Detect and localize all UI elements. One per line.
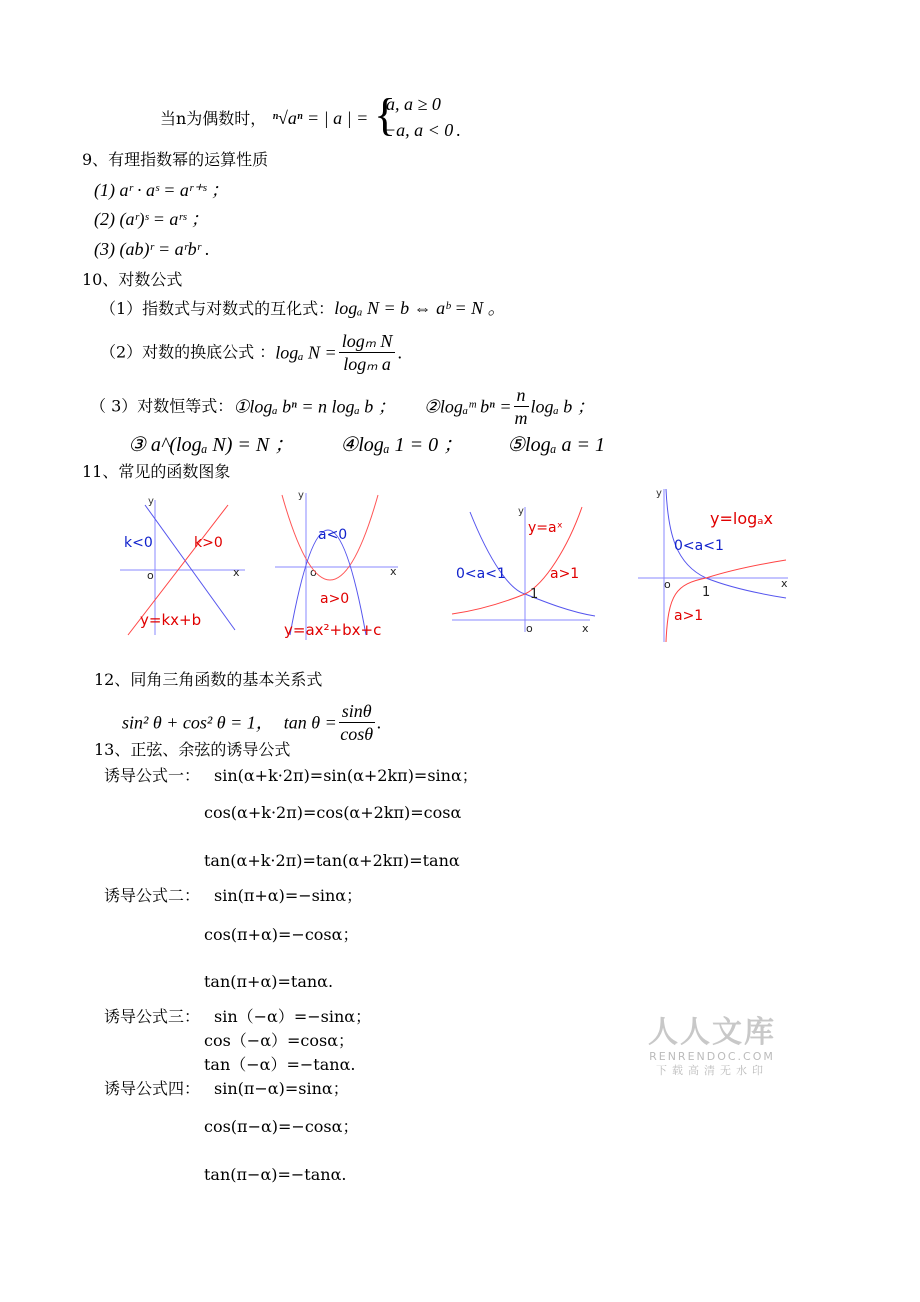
induction-1-cos: cos(α+k·2π)=cos(α+2kπ)=cosα: [204, 803, 462, 822]
exp-one-label: 1: [530, 587, 539, 602]
induction-3-sin: sin（−α）=−sinα；: [214, 1007, 372, 1026]
induction-2-cos: cos(π+α)=−cosα；: [204, 925, 359, 944]
log-increasing-curve: [666, 560, 786, 642]
induction-2-tan: tan(π+α)=tanα.: [204, 972, 334, 991]
change-of-base-fraction: $\frac{\text{logₘ N}}{\text{logₘ a}}$: [339, 330, 396, 375]
parabola-downward: [290, 530, 366, 635]
quadratic-graph: [270, 485, 410, 643]
origin-label: o: [664, 578, 671, 591]
trig-basic-identities: sin² θ + cos² θ = 1， tan θ = $\frac{\sin\theta}{\cos\theta}$ .: [122, 701, 382, 744]
quadratic-equation-label: y=ax²+bx+c: [284, 621, 382, 639]
case-nonneg: a, a ≥ 0: [386, 94, 441, 114]
section-11-title: 11、常见的函数图象: [82, 462, 231, 481]
axis-x-label: x: [781, 577, 788, 590]
even-root-condition: 当n为偶数时， ⁿ√aⁿ = | a | =: [160, 108, 369, 128]
change-of-base: （2）对数的换底公式 ：logₐ N = $\frac{\text{logₘ N}}{\text{logₘ a}}$ .: [100, 331, 402, 374]
exp-rule-1: (1) aʳ · aˢ = aʳ⁺ˢ ；: [94, 180, 229, 200]
linear-graph: [110, 490, 250, 640]
k-positive-label: k>0: [194, 535, 223, 551]
watermark: [642, 1016, 782, 1078]
log-one-label: 1: [702, 585, 711, 600]
induction-3-cos: cos（−α）=cosα；: [204, 1031, 355, 1050]
logarithm-graph: [636, 484, 794, 644]
section-12-title: 12、同角三角函数的基本关系式: [94, 670, 323, 689]
a-negative-label: a<0: [318, 527, 348, 543]
log-identity-fraction: $\frac{n}{m}$: [514, 385, 528, 428]
induction-4-cos: cos(π−α)=−cosα；: [204, 1117, 359, 1136]
log-equation-label: y=logₐx: [710, 509, 773, 528]
log-high-base-label: a>1: [674, 608, 704, 624]
log-low-base-label: 0<a<1: [674, 538, 724, 554]
watermark-url: RENRENDOC.COM: [649, 1050, 775, 1063]
axis-y-label: y: [656, 488, 662, 499]
axis-x-label: x: [582, 622, 589, 635]
exponential-graph: [450, 502, 600, 637]
axis-y-label: y: [298, 490, 304, 501]
axis-x-label: x: [233, 566, 240, 579]
induction-formula-1-label: 诱导公式一：: [104, 766, 201, 785]
a-positive-label: a>0: [320, 591, 350, 607]
log-identities-1: （ 3）对数恒等式：①logₐ bⁿ = n logₐ b ； ②logₐᵐ bⁿ = $\frac{n}{m}$ logₐ b ；: [90, 385, 595, 428]
origin-label: o: [310, 566, 317, 579]
induction-2-sin: sin(π+α)=−sinα；: [214, 886, 363, 905]
exp-rule-3: (3) (ab)ʳ = aʳbʳ .: [94, 239, 210, 259]
log-conversion: （1）指数式与对数式的互化式：logₐ N = b ⇔ aᵇ = N 。: [100, 298, 506, 318]
induction-formula-2-label: 诱导公式二：: [104, 886, 201, 905]
case-neg: −a, a < 0: [384, 120, 454, 140]
watermark-brand: 人人文库: [648, 1015, 776, 1050]
watermark-tagline: 下载高清无水印: [656, 1064, 768, 1077]
induction-1-tan: tan(α+k·2π)=tan(α+2kπ)=tanα: [204, 851, 460, 870]
induction-formula-3-label: 诱导公式三：: [104, 1007, 201, 1026]
k-negative-label: k<0: [124, 535, 153, 551]
induction-3-tan: tan（−α）=−tanα.: [204, 1055, 356, 1074]
induction-4-sin: sin(π−α)=sinα；: [214, 1079, 349, 1098]
tan-fraction: $\frac{\sin\theta}{\cos\theta}$: [340, 701, 374, 744]
exp-low-base-label: 0<a<1: [456, 566, 506, 582]
induction-1-sin: sin(α+k·2π)=sin(α+2kπ)=sinα；: [214, 766, 478, 785]
axis-y-label: y: [518, 506, 524, 517]
exp-equation-label: y=aˣ: [528, 520, 563, 536]
axis-x-label: x: [390, 565, 397, 578]
section-10-title: 10、对数公式: [82, 270, 183, 289]
linear-equation-label: y=kx+b: [140, 611, 202, 629]
origin-label: o: [147, 569, 154, 582]
induction-formula-4-label: 诱导公式四：: [104, 1079, 201, 1098]
case-end: .: [456, 120, 461, 140]
exp-high-base-label: a>1: [550, 566, 580, 582]
induction-4-tan: tan(π−α)=−tanα.: [204, 1165, 347, 1184]
section-9-title: 9、有理指数幂的运算性质: [82, 150, 269, 169]
origin-label: o: [526, 622, 533, 635]
log-identities-2: ③ a^(logₐ N) = N ； ④logₐ 1 = 0 ； ⑤logₐ a = 1: [128, 434, 605, 456]
axis-y-label: y: [148, 496, 154, 507]
exp-rule-2: (2) (aʳ)ˢ = aʳˢ ；: [94, 209, 209, 229]
section-13-title: 13、正弦、余弦的诱导公式: [94, 740, 291, 759]
case-brace: {: [374, 89, 397, 140]
